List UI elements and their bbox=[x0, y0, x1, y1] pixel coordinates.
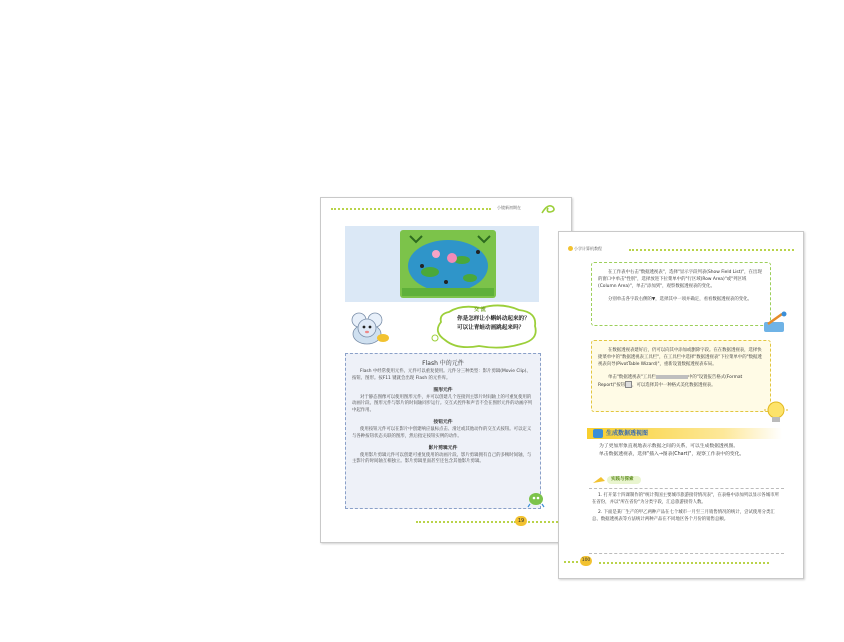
info-heading-button: 按钮元件 bbox=[433, 419, 453, 425]
info-box-title: Flash 中的元件 bbox=[422, 360, 464, 367]
info-text-movieclip: 使用影片剪辑元件可以创建可重复使用的动画片段。影片剪辑拥有自己的多帧时间轴，与主影片的时间轴互相独立。影片剪辑里面甚至还包含其他影片剪辑。 bbox=[352, 452, 532, 465]
pivot-toolbar-image bbox=[656, 375, 688, 379]
section-monitor-icon bbox=[593, 429, 603, 438]
info-box-symbols bbox=[345, 353, 541, 509]
tip-paragraph-1: 在数据透视表建好后，仍可以向其中添加或删除字段。在在数据透视表，选择快捷菜单中的"数据透视表工具栏"，在工具栏中选择"数据透视表"下拉菜单中的"数据透视表向导(PivotTable Wizard)"，重新设置数据透视表布局。 bbox=[598, 348, 762, 367]
practice-label: 实践与探索 bbox=[611, 477, 634, 482]
bubble-question: 你是怎样让小蝌蚪动起来的？可以让青蛙动画跳起来吗？ bbox=[457, 316, 530, 331]
bubble-title: 交 流 bbox=[474, 307, 486, 313]
tip-text-a: 单击"数据透视表"工具栏 bbox=[608, 375, 656, 380]
activity-paragraph-1: 在工作表中右击"数据透视表"，选择"显示字段列表(Show Field List)"，在出现的窗口中单击"性别"，选择放进下拉菜单中的"行区域(Row Area)"或"列区域(Column Area)"，单击"添加到"，观察数据透视表的变化。 bbox=[598, 270, 762, 289]
tip-paragraph-2 bbox=[598, 374, 764, 389]
header-bullet-icon bbox=[568, 246, 573, 251]
exercise-item-2: 2. 下面是某厂生产的甲乙两种产品在七个城市一月至三月销售情况的统计，尝试使用分类汇总、数据透视表等方法统计两种产品在不同地区各个月份的销售总额。 bbox=[592, 510, 775, 522]
info-heading-graphic: 图形元件 bbox=[433, 387, 453, 393]
lightbulb-icon bbox=[764, 400, 788, 426]
pond-illustration bbox=[400, 230, 496, 298]
info-intro: Flash 中经常使用元件。元件可以重复使用。元件分三种类型：影片剪辑(Movie Clip)、按钮、图形。按F11 键就会出现 Flash 的元件库。 bbox=[352, 369, 531, 381]
header-dotted-rule bbox=[331, 208, 491, 210]
left-book-page bbox=[320, 197, 572, 543]
left-page-number: 19 bbox=[515, 516, 527, 526]
rocket-character-icon bbox=[526, 488, 546, 508]
right-header-label: 小学计算机教程 bbox=[574, 246, 602, 251]
section-body bbox=[589, 443, 779, 458]
header-dotted-rule bbox=[629, 249, 794, 251]
footer-dotted-rule bbox=[416, 521, 516, 523]
info-text-graphic: 对于静态图像可以使用图形元件，并可以创建几个连接到主影片时间轴上的可重复使用的动画片段。图形元件与影片的时间轴同步运行。交互式控件和声音不会在图形元件的动画序列中起作用。 bbox=[352, 394, 533, 414]
footer-dotted-rule bbox=[599, 562, 769, 564]
exercise-box bbox=[589, 488, 784, 554]
section-paragraph-2: 单击数据透视表，选择"插入→图表(Chart)"，观察工作表中的变化。 bbox=[599, 451, 745, 457]
activity-box bbox=[591, 262, 771, 326]
section-title: 生成数据透视图 bbox=[606, 430, 649, 437]
section-paragraph-1: 为了更加形象直观地表示数据之间的关系，可以生成数据透视图。 bbox=[599, 444, 739, 449]
left-header-label: 小镜新初期在 bbox=[497, 205, 521, 210]
swirl-decoration-icon bbox=[539, 202, 557, 216]
cartoon-mouse-icon bbox=[345, 308, 393, 348]
paintbrush-icon bbox=[760, 310, 790, 336]
right-page-number: 100 bbox=[580, 556, 592, 566]
pond-illustration-frame bbox=[345, 226, 539, 302]
footer-dotted-rule-tail bbox=[528, 521, 558, 523]
tip-box bbox=[591, 340, 771, 412]
right-book-page bbox=[558, 231, 804, 579]
exercise-item-1: 1. 打开第十四课制作的"统计我国主要城市旅游接待情况表"，在表格中添加列以显示各城市所在省份，并以"所在省份"为分类字段，汇总旅游接待人数。 bbox=[592, 493, 779, 505]
activity-paragraph-2: 分别单击各字段右侧的▼，选择其中一项并确定，看看数据透视表的变化。 bbox=[608, 297, 752, 302]
tip-text-c: ，可以选择其中一种格式美化数据透视表。 bbox=[632, 383, 716, 388]
info-heading-movieclip: 影片剪辑元件 bbox=[428, 445, 458, 451]
info-text-button: 使用按钮元件可以在影片中创建响应鼠标点击、滑过或其他动作的交互式按钮。可以定义与各种按钮状态关联的图形，然后指定按钮实例的动作。 bbox=[352, 426, 532, 439]
tip-text-b: 中的"设置报告格式(Format Report)"按钮 bbox=[598, 375, 743, 388]
footer-dotted-rule-tail bbox=[564, 561, 578, 563]
